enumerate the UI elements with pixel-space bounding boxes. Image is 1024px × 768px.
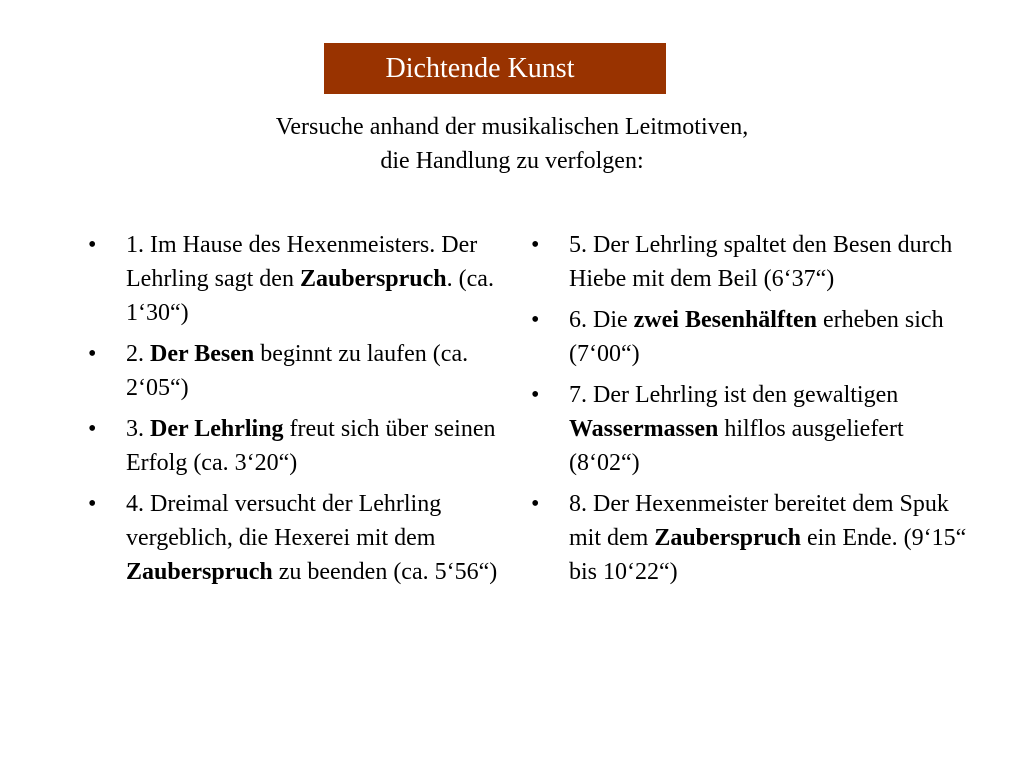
- right-bullet-list: [531, 228, 971, 589]
- item-text-end: . (ca. 1‘30“): [126, 266, 494, 326]
- bullet-icon: •: [88, 232, 97, 258]
- bullet-icon: •: [531, 382, 540, 408]
- right-column: [531, 228, 971, 596]
- item-text-end: freut sich über seinen Erfolg (ca. 3‘20“): [126, 416, 496, 476]
- item-bold-text: Wassermassen: [569, 416, 719, 442]
- list-item: [88, 228, 508, 330]
- bullet-icon: •: [531, 307, 540, 333]
- item-text-end: ein Ende. (9‘15“ bis 10‘22“): [569, 525, 967, 585]
- bullet-icon: •: [88, 416, 97, 442]
- item-text: 2.: [126, 341, 150, 367]
- list-item: [531, 303, 971, 371]
- item-text-end: zu beenden (ca. 5‘56“): [272, 559, 498, 585]
- item-bold-text: Der Besen: [150, 341, 255, 367]
- slide-title: Dichtende Kunst: [324, 43, 666, 94]
- bullet-icon: •: [531, 491, 540, 517]
- item-bold-text: Zauberspruch: [654, 525, 802, 551]
- bullet-icon: •: [88, 341, 97, 367]
- item-text: 1. Im Hause des Hexenmeisters. Der Lehrling sagt den: [126, 232, 478, 292]
- item-text: 7. Der Lehrling ist den gewaltigen: [569, 382, 899, 408]
- list-item: [88, 487, 508, 589]
- left-bullet-list: [88, 228, 508, 589]
- list-item: [531, 228, 971, 296]
- item-text: 6. Die: [569, 307, 634, 333]
- item-text: 3.: [126, 416, 150, 442]
- item-bold-text: Zauberspruch: [299, 266, 447, 292]
- item-bold-text: Zauberspruch: [126, 559, 273, 585]
- list-item: [531, 487, 971, 589]
- bullet-icon: •: [531, 232, 540, 258]
- subtitle-line-2: die Handlung zu verfolgen:: [380, 148, 644, 174]
- item-text: 8. Der Hexenmeister bereitet dem Spuk mit dem: [569, 491, 949, 551]
- item-text: 4. Dreimal versucht der Lehrling vergeblich, die Hexerei mit dem: [126, 491, 442, 551]
- subtitle-line-1: Versuche anhand der musikalischen Leitmotiven,: [275, 114, 749, 140]
- item-bold-text: zwei Besenhälften: [633, 307, 817, 333]
- item-bold-text: Der Lehrling: [150, 416, 284, 442]
- slide-subtitle: [212, 110, 812, 178]
- bullet-icon: •: [88, 491, 97, 517]
- item-text-end: hilflos ausgeliefert (8‘02“): [569, 416, 904, 476]
- item-text: 5. Der Lehrling spaltet den Besen durch Hiebe mit dem Beil (6‘37“): [569, 232, 953, 292]
- list-item: [88, 337, 508, 405]
- item-text-end: beginnt zu laufen (ca. 2‘05“): [126, 341, 469, 401]
- left-column: [88, 228, 508, 596]
- item-text-end: erheben sich (7‘00“): [569, 307, 944, 367]
- list-item: [531, 378, 971, 480]
- list-item: [88, 412, 508, 480]
